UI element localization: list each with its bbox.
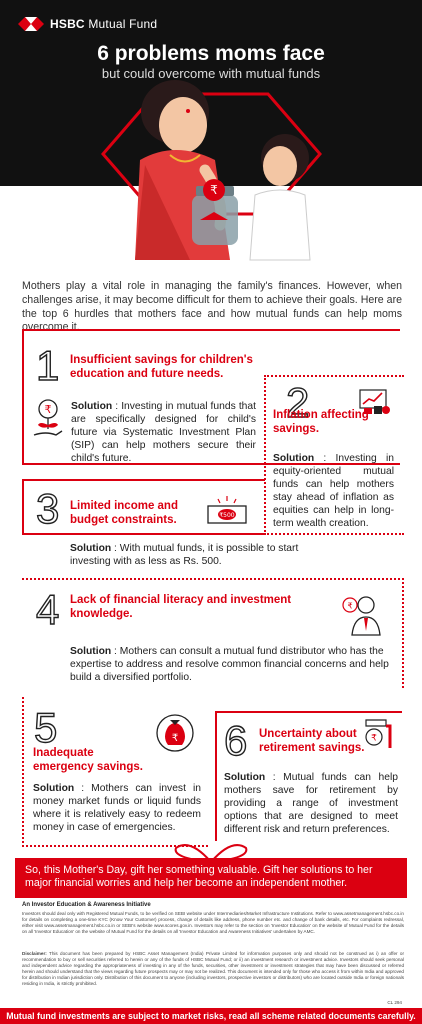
solution-text: Solution : Investing in equity-oriented mutual funds can help mothers stay ahead of inflation as equities can help in long-term wealth creation. bbox=[273, 453, 394, 529]
problem-number: 6 bbox=[224, 717, 248, 764]
brand-name: HSBC Mutual Fund bbox=[50, 17, 158, 31]
risk-disclaimer-bar: Mutual fund investments are subject to market risks, read all scheme related documents carefully. bbox=[0, 1008, 422, 1024]
mother-child-illustration bbox=[0, 0, 422, 268]
svg-text:₹: ₹ bbox=[210, 183, 218, 197]
problem-number: 1 bbox=[36, 342, 60, 389]
problem-title: Uncertainty about retirement savings. bbox=[259, 728, 365, 754]
problem-number: 5 bbox=[34, 704, 58, 751]
page-title: 6 problems moms face bbox=[97, 42, 325, 65]
problem-title: Inadequate emergency savings. bbox=[33, 747, 143, 773]
problem-number: 4 bbox=[36, 586, 60, 633]
banknote-icon bbox=[206, 496, 248, 526]
svg-text:₹: ₹ bbox=[171, 733, 179, 744]
money-bag-icon bbox=[155, 707, 195, 753]
problem-title: Lack of financial literacy and investment knowledge. bbox=[70, 594, 292, 620]
problem-number: 2 bbox=[286, 379, 310, 426]
intro-paragraph: Mothers play a vital role in managing the family's finances. However, when challenges arise, it may become difficult for them to achieve their goals. Here are the top 6 hurdles that mothers face and how mutual funds can help moms overcome it. bbox=[22, 280, 402, 334]
svg-text:₹: ₹ bbox=[44, 403, 52, 416]
advisor-icon bbox=[340, 591, 384, 637]
closing-message: So, this Mother's Day, gift her something valuable. Gift her solutions to her major financial worries and help her become an independent mother. bbox=[15, 858, 407, 898]
fine-print-disclaimer: Disclaimer: This document has been prepared by HSBC Asset Management (India) Private Limited for information purposes only and should not be construed as i) an offer or recommendation to buy or sell securities referred to herein or any of the funds of HSBC Mutual Fund; or ii) an investment research or investment advice. Investors should seek personal and independent advice regarding the appropriateness of investing in any of the funds, securities, other investment or investment strategies that may have been discussed or referred herein and should understand that the views regarding future prospects may or may not be realized. This document is intended only for those who access it from within India and approved for distribution in Indian jurisdiction only. Distribution of this document to anyone (including investors, prospective investors or distributors) who are located outside India or foreign nationals residing in India, is strictly prohibited. bbox=[22, 951, 404, 986]
solution-text: Solution : With mutual funds, it is possible to start investing with as less as Rs. 500. bbox=[70, 543, 299, 567]
hero-banner bbox=[0, 0, 422, 268]
problem-number: 3 bbox=[36, 485, 60, 532]
solution-text: Solution : Mutual funds can help mothers save for retirement by providing a range of investment options that are designed to meet different risk and return preferences. bbox=[224, 772, 398, 835]
problem-title: Insufficient savings for children's education and future needs. bbox=[70, 354, 253, 380]
solution-text: Solution : Mothers can consult a mutual fund distributor who has the expertise to address and resolve common financial concerns and help build a diversified portfolio. bbox=[70, 646, 389, 683]
problem-title: Inflation affecting savings. bbox=[273, 409, 369, 435]
initiative-label: An Investor Education & Awareness Initiative bbox=[22, 902, 151, 908]
svg-text:₹: ₹ bbox=[347, 601, 353, 611]
solution-text: Solution : Investing in mutual funds that are specifically designed for child's future via Systematic Investment Plan (SIP) can help mothers secure their child's future. bbox=[71, 401, 256, 464]
svg-text:₹500: ₹500 bbox=[219, 512, 235, 519]
document-code: CL 294 bbox=[387, 1000, 402, 1005]
hsbc-hexagon-icon bbox=[18, 17, 44, 31]
solution-text: Solution : Mothers can invest in money market funds or liquid funds where it is relatively easy to redeem money in case of emergencies. bbox=[33, 783, 201, 833]
retirement-icon bbox=[362, 718, 396, 750]
problem-title: Limited income and budget constraints. bbox=[70, 500, 178, 526]
page-subtitle: but could overcome with mutual funds bbox=[101, 66, 321, 81]
fine-print-investors: Investors should deal only with Registered Mutual Funds, to be verified on SEBI website under Intermediaries/Market Infrastructure Institutions. Refer to www.assetmanagement.hsbc.co.in for details on completing a one-time KYC (Know Your Customer) process, change of details like address, phone number etc. and change of bank details, etc. For complaints redressal, either visit www.assetmanagement.hsbc.co.in or SEBI's website www.scores.gov.in. Investors may refer to the section on 'Investor Education' on the website of Mutual Fund for the details on all 'Investor Education' on the website of Mutual Fund for the details on all 'Investor Education and Awareness Initiatives' undertaken by AMC. bbox=[22, 911, 404, 934]
svg-text:₹: ₹ bbox=[371, 733, 377, 744]
rupee-plant-hand-icon bbox=[30, 397, 66, 443]
hsbc-logo bbox=[18, 17, 157, 31]
